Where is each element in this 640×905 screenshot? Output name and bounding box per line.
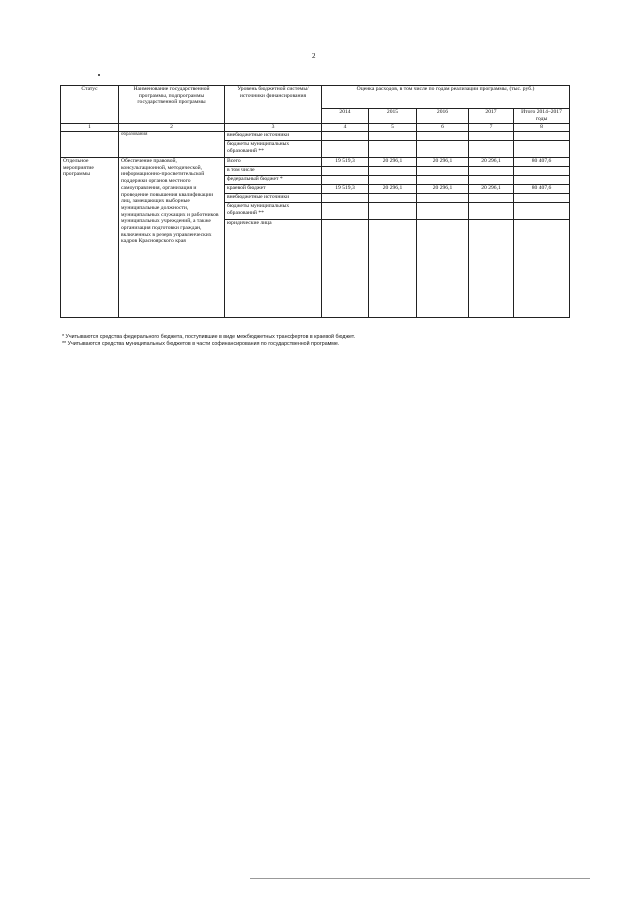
- value-cell: [469, 194, 514, 203]
- event-status: Отдельное мероприятие программы: [61, 158, 119, 318]
- source-cell: Всего: [225, 158, 322, 167]
- source-cell: бюджеты муниципальных образований **: [225, 203, 322, 220]
- column-number: 5: [369, 124, 417, 132]
- value-cell: 80 407,6: [514, 158, 570, 167]
- value-cell: [322, 203, 369, 220]
- value-cell: [417, 194, 469, 203]
- scan-edge-line: [250, 878, 590, 879]
- value-cell: [469, 167, 514, 176]
- footnotes: [62, 334, 355, 348]
- value-cell: 19 519,3: [322, 185, 369, 194]
- scan-speck: [98, 74, 100, 76]
- value-cell: [369, 176, 417, 185]
- header-budget-level: Уровень бюджетной системы/источники финансирования: [225, 86, 322, 124]
- value-cell: 20 296,1: [369, 158, 417, 167]
- value-cell: [417, 141, 469, 158]
- value-cell: [417, 203, 469, 220]
- value-cell: [417, 220, 469, 318]
- value-cell: [469, 220, 514, 318]
- value-cell: 19 519,3: [322, 158, 369, 167]
- column-number: 1: [61, 124, 119, 132]
- value-cell: 20 296,1: [417, 158, 469, 167]
- column-number: 4: [322, 124, 369, 132]
- event-name: Обеспечение правовой, консультационной, методической, информационно-просветительской поддержки органов местного самоуправления, организация и проведение повышения квалификации лиц, замещающих выборные муниципальные должности, муниципальных служащих и работников муниципальных учреждений, а также организация подготовки граждан, включенных в резерв управленческих кадров Красноярского края: [119, 158, 225, 318]
- value-cell: 20 296,1: [417, 185, 469, 194]
- value-cell: [514, 176, 570, 185]
- value-cell: [369, 141, 417, 158]
- value-cell: [469, 203, 514, 220]
- page-number: 2: [312, 52, 316, 60]
- value-cell: 20 296,1: [369, 185, 417, 194]
- value-cell: [514, 203, 570, 220]
- header-total: Итого 2014–2017 годы: [514, 109, 570, 124]
- value-cell: [417, 132, 469, 141]
- value-cell: [514, 194, 570, 203]
- value-cell: [417, 167, 469, 176]
- value-cell: [369, 132, 417, 141]
- header-year-2017: 2017: [469, 109, 514, 124]
- column-number: 2: [119, 124, 225, 132]
- value-cell: 20 296,1: [469, 185, 514, 194]
- value-cell: [322, 194, 369, 203]
- header-status: Статус: [61, 86, 119, 124]
- source-cell: юридические лица: [225, 220, 322, 318]
- value-cell: [322, 167, 369, 176]
- column-number: 8: [514, 124, 570, 132]
- header-year-2015: 2015: [369, 109, 417, 124]
- source-cell: бюджеты муниципальных образований **: [225, 141, 322, 158]
- value-cell: [469, 141, 514, 158]
- column-number: 3: [225, 124, 322, 132]
- value-cell: [369, 220, 417, 318]
- header-expense-estimate: Оценка расходов, в том числе по годам реализации программы, (тыс. руб.): [322, 86, 570, 109]
- header-year-2014: 2014: [322, 109, 369, 124]
- value-cell: [369, 194, 417, 203]
- value-cell: 80 407,6: [514, 185, 570, 194]
- value-cell: 20 296,1: [469, 158, 514, 167]
- value-cell: [369, 167, 417, 176]
- value-cell: [322, 176, 369, 185]
- value-cell: [469, 132, 514, 141]
- source-cell: краевой бюджет: [225, 185, 322, 194]
- value-cell: [322, 141, 369, 158]
- value-cell: [514, 220, 570, 318]
- value-cell: [322, 132, 369, 141]
- header-program-name: Наименование государственной программы, подпрограммы государственной программы: [119, 86, 225, 124]
- status-cell-empty: [61, 132, 119, 158]
- value-cell: [417, 176, 469, 185]
- budget-table: [60, 85, 570, 318]
- source-cell: федеральный бюджет *: [225, 176, 322, 185]
- source-cell: в том числе: [225, 167, 322, 176]
- source-cell: внебюджетные источники: [225, 194, 322, 203]
- value-cell: [514, 141, 570, 158]
- cut-off-name: образования: [119, 132, 225, 158]
- value-cell: [514, 132, 570, 141]
- value-cell: [369, 203, 417, 220]
- column-number: 6: [417, 124, 469, 132]
- footnote-municipal: ** Учитываются средства муниципальных бюджетов в части софинансирования по государственной программе.: [62, 341, 340, 348]
- column-number: 7: [469, 124, 514, 132]
- source-cell: внебюджетные источники: [225, 132, 322, 141]
- value-cell: [514, 167, 570, 176]
- value-cell: [469, 176, 514, 185]
- header-year-2016: 2016: [417, 109, 469, 124]
- footnote-federal: * Учитываются средства федерального бюджета, поступившие в виде межбюджетных трансфертов в краевой бюджет.: [62, 334, 356, 340]
- value-cell: [322, 220, 369, 318]
